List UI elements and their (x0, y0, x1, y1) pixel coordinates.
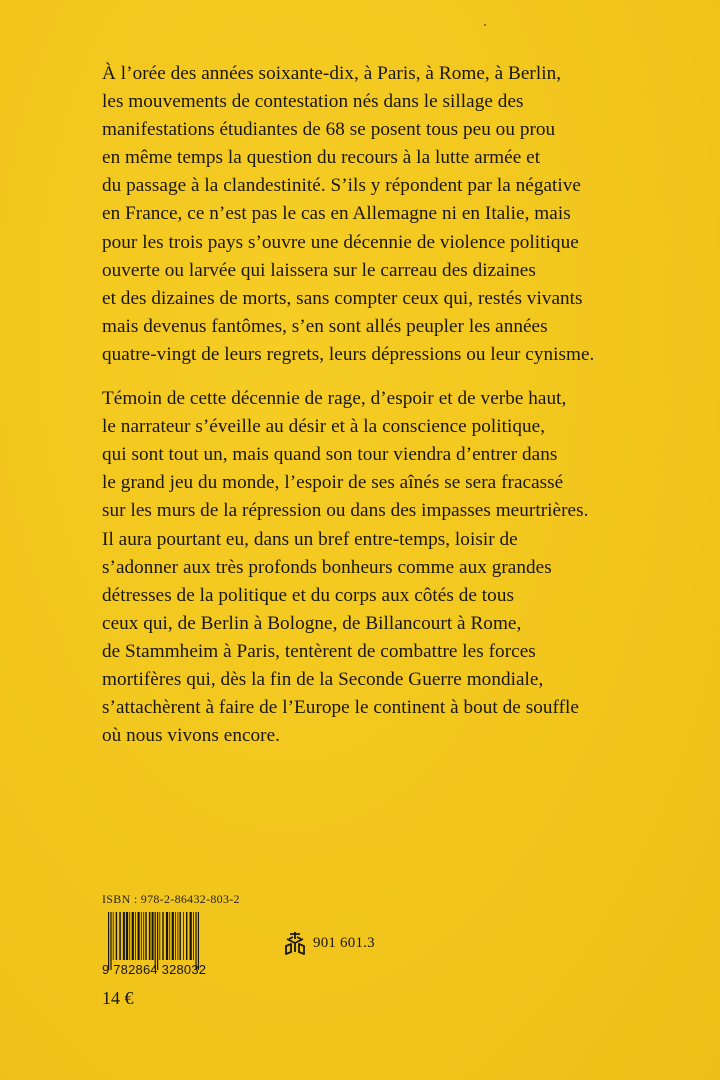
speck (484, 24, 486, 26)
text-line: s’attachèrent à faire de l’Europe le continent à bout de souffle (102, 697, 579, 719)
text-line: ouverte ou larvée qui laissera sur le carreau des dizaines (102, 259, 536, 281)
text-line: Il aura pourtant eu, dans un bref entre-temps, loisir de (102, 528, 518, 550)
price: 14 € (102, 988, 134, 1008)
text-line: qui sont tout un, mais quand son tour viendra d’entrer dans (102, 444, 558, 466)
product-code: 901 601.3 (313, 934, 375, 951)
barcode-digits: 9 782864 328032 (102, 962, 207, 977)
publisher-logo-icon (283, 930, 307, 956)
text-line: de Stammheim à Paris, tentèrent de combattre les forces (102, 640, 536, 662)
text-line: et des dizaines de morts, sans compter ceux qui, restés vivants (102, 287, 583, 309)
blurb (102, 60, 642, 750)
text-line: Témoin de cette décennie de rage, d’espoir et de verbe haut, (102, 388, 567, 410)
text-line: quatre-vingt de leurs regrets, leurs dépressions ou leur cynisme. (102, 343, 595, 365)
blurb-paragraph-1 (102, 60, 642, 369)
text-line: les mouvements de contestation nés dans le sillage des (102, 91, 524, 113)
text-line: le narrateur s’éveille au désir et à la conscience politique, (102, 416, 546, 438)
text-line: s’adonner aux très profonds bonheurs comme aux grandes (102, 556, 552, 578)
blurb-paragraph-2 (102, 385, 642, 750)
text-line: du passage à la clandestinité. S’ils y répondent par la négative (102, 175, 581, 197)
text-line: pour les trois pays s’ouvre une décennie de violence politique (102, 231, 579, 253)
text-line: À l’orée des années soixante-dix, à Paris, à Rome, à Berlin, (102, 63, 562, 84)
text-line: en France, ce n’est pas le cas en Allemagne ni en Italie, mais (102, 203, 571, 225)
text-line: détresses de la politique et du corps aux côtés de tous (102, 584, 514, 606)
text-line: en même temps la question du recours à la lutte armée et (102, 147, 541, 169)
text-line: mortifères qui, dès la fin de la Seconde Guerre mondiale, (102, 668, 544, 690)
text-line: où nous vivons encore. (102, 725, 281, 747)
text-line: ceux qui, de Berlin à Bologne, de Billancourt à Rome, (102, 612, 522, 634)
text-line: le grand jeu du monde, l’espoir de ses aînés se sera fracassé (102, 472, 564, 494)
text-line: mais devenus fantômes, s’en sont allés peupler les années (102, 315, 548, 337)
isbn-label: ISBN : 978-2-86432-803-2 (102, 892, 240, 906)
product-code-group (283, 930, 375, 956)
text-line: sur les murs de la répression ou dans des impasses meurtrières. (102, 500, 589, 522)
text-line: manifestations étudiantes de 68 se posent tous peu ou prou (102, 119, 556, 141)
